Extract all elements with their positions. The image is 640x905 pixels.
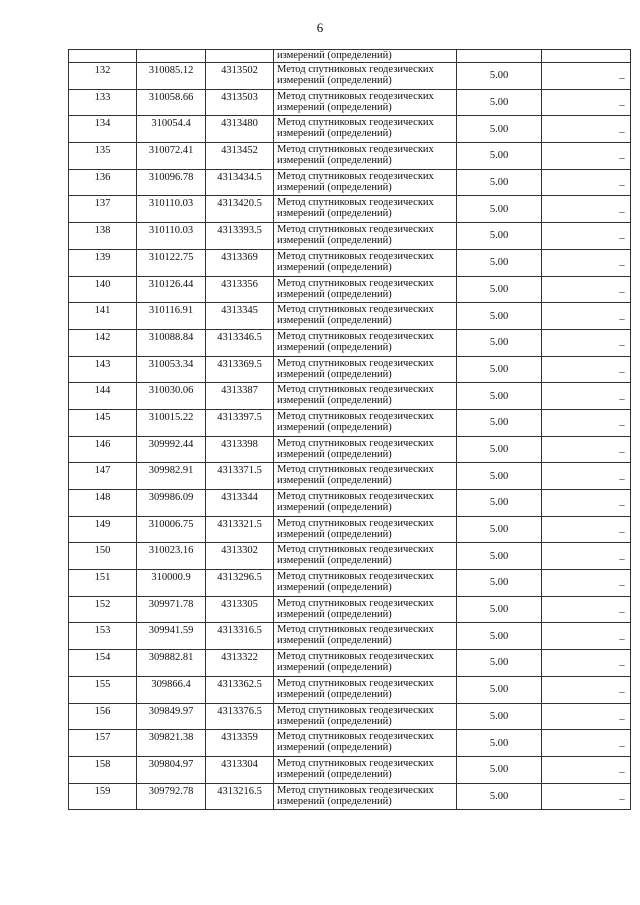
cell-method: Метод спутниковых геодезических измерений (определений) — [274, 543, 457, 570]
cell-x: 309849.97 — [137, 703, 206, 730]
cell-num: 149 — [69, 516, 137, 543]
cell-x: 309804.97 — [137, 756, 206, 783]
cell-method: Метод спутниковых геодезических измерений (определений) — [274, 383, 457, 410]
cell-x: 310122.75 — [137, 249, 206, 276]
cell-x: 309941.59 — [137, 623, 206, 650]
cell-y: 4313397.5 — [206, 409, 274, 436]
cell-x: 310006.75 — [137, 516, 206, 543]
cell-y: 4313503 — [206, 89, 274, 116]
cell-x: 309882.81 — [137, 650, 206, 677]
dash-mark: – — [619, 233, 625, 245]
cell-x: 310054.4 — [137, 116, 206, 143]
cell-accuracy: 5.00 — [457, 303, 542, 330]
cell-y: 4313480 — [206, 116, 274, 143]
cell-extra — [542, 676, 631, 703]
cell-x: 310096.78 — [137, 169, 206, 196]
cell-y: 4313296.5 — [206, 570, 274, 597]
cell-num: 132 — [69, 63, 137, 90]
cell-y: 4313369.5 — [206, 356, 274, 383]
cell-accuracy: 5.00 — [457, 356, 542, 383]
cell-num: 140 — [69, 276, 137, 303]
table-row — [69, 63, 631, 90]
cell-accuracy: 5.00 — [457, 63, 542, 90]
cell-num: 158 — [69, 756, 137, 783]
table-row — [69, 676, 631, 703]
table-row — [69, 730, 631, 757]
cell-method: Метод спутниковых геодезических измерений (определений) — [274, 276, 457, 303]
cell-x: 309986.09 — [137, 490, 206, 517]
cell-method: Метод спутниковых геодезических измерений (определений) — [274, 490, 457, 517]
cell-extra — [542, 596, 631, 623]
cell-accuracy: 5.00 — [457, 783, 542, 810]
table-row — [69, 409, 631, 436]
table-row — [69, 89, 631, 116]
dash-mark: – — [619, 767, 625, 779]
cell-accuracy: 5.00 — [457, 249, 542, 276]
cell-extra — [542, 303, 631, 330]
dash-mark: – — [619, 740, 625, 752]
cell-y: 4313322 — [206, 650, 274, 677]
cell-accuracy: 5.00 — [457, 169, 542, 196]
cell-accuracy: 5.00 — [457, 596, 542, 623]
cell-num: 139 — [69, 249, 137, 276]
cell-y: 4313420.5 — [206, 196, 274, 223]
dash-mark: – — [619, 607, 625, 619]
dash-mark: – — [619, 286, 625, 298]
table-row — [69, 329, 631, 356]
dash-mark: – — [619, 527, 625, 539]
cell-extra — [542, 516, 631, 543]
table-row — [69, 223, 631, 250]
cell-y: 4313304 — [206, 756, 274, 783]
cell-accuracy: 5.00 — [457, 570, 542, 597]
cell-num: 153 — [69, 623, 137, 650]
cell-x: 309971.78 — [137, 596, 206, 623]
cell-method: Метод спутниковых геодезических измерений (определений) — [274, 623, 457, 650]
cell-x: 310030.06 — [137, 383, 206, 410]
table-row — [69, 783, 631, 810]
cell-num: 155 — [69, 676, 137, 703]
dash-mark: – — [619, 473, 625, 485]
table-row — [69, 516, 631, 543]
cell-y: 4313371.5 — [206, 463, 274, 490]
dash-mark: – — [619, 313, 625, 325]
table-row — [69, 169, 631, 196]
dash-mark: – — [619, 366, 625, 378]
cell-method: Метод спутниковых геодезических измерений (определений) — [274, 196, 457, 223]
cell-num: 154 — [69, 650, 137, 677]
cell-extra — [542, 143, 631, 170]
cell-num: 143 — [69, 356, 137, 383]
dash-mark: – — [619, 713, 625, 725]
cell-accuracy: 5.00 — [457, 329, 542, 356]
cell-num: 148 — [69, 490, 137, 517]
cell-num: 138 — [69, 223, 137, 250]
dash-mark: – — [619, 100, 625, 112]
cell-x: 310085.12 — [137, 63, 206, 90]
cell-x: 310126.44 — [137, 276, 206, 303]
cell-y: 4313398 — [206, 436, 274, 463]
cell-method: Метод спутниковых геодезических измерений (определений) — [274, 463, 457, 490]
cell-extra — [542, 89, 631, 116]
dash-mark: – — [619, 420, 625, 432]
cell-x: 309992.44 — [137, 436, 206, 463]
cell-method: Метод спутниковых геодезических измерений (определений) — [274, 223, 457, 250]
cell-method: Метод спутниковых геодезических измерений (определений) — [274, 730, 457, 757]
cell-y: 4313502 — [206, 63, 274, 90]
cell-y: 4313345 — [206, 303, 274, 330]
cell-x: 310110.03 — [137, 223, 206, 250]
cell-num: 152 — [69, 596, 137, 623]
cell-num: 157 — [69, 730, 137, 757]
dash-mark: – — [619, 553, 625, 565]
cell-y: 4313376.5 — [206, 703, 274, 730]
cell-method: Метод спутниковых геодезических измерений (определений) — [274, 516, 457, 543]
table-row — [69, 356, 631, 383]
cell-extra — [542, 490, 631, 517]
cell-num: 136 — [69, 169, 137, 196]
dash-mark: – — [619, 206, 625, 218]
cell-accuracy: 5.00 — [457, 383, 542, 410]
cell-y: 4313346.5 — [206, 329, 274, 356]
table-row — [69, 650, 631, 677]
cell-extra — [542, 650, 631, 677]
cell-extra — [542, 463, 631, 490]
cell-extra — [542, 783, 631, 810]
cell-accuracy: 5.00 — [457, 223, 542, 250]
cell-num: 159 — [69, 783, 137, 810]
cell-num: 135 — [69, 143, 137, 170]
dash-mark: – — [619, 73, 625, 85]
cell-method: Метод спутниковых геодезических измерений (определений) — [274, 570, 457, 597]
cell-num: 144 — [69, 383, 137, 410]
cell-y: 4313387 — [206, 383, 274, 410]
cell-extra — [542, 730, 631, 757]
dash-mark: – — [619, 446, 625, 458]
cell-method: Метод спутниковых геодезических измерений (определений) — [274, 409, 457, 436]
cell-y: 4313452 — [206, 143, 274, 170]
cell-method: Метод спутниковых геодезических измерений (определений) — [274, 703, 457, 730]
dash-mark: – — [619, 793, 625, 805]
cell-accuracy: 5.00 — [457, 676, 542, 703]
cell-method: Метод спутниковых геодезических измерений (определений) — [274, 303, 457, 330]
table-row — [69, 303, 631, 330]
cell-y: 4313305 — [206, 596, 274, 623]
cell-method: измерений (определений) — [274, 50, 457, 63]
cell-num: 134 — [69, 116, 137, 143]
cell-accuracy: 5.00 — [457, 490, 542, 517]
continuation-row — [69, 50, 631, 63]
cell-x: 309866.4 — [137, 676, 206, 703]
table-row — [69, 543, 631, 570]
cell-x — [137, 50, 206, 63]
table-row — [69, 143, 631, 170]
cell-num: 145 — [69, 409, 137, 436]
dash-mark: – — [619, 393, 625, 405]
cell-y — [206, 50, 274, 63]
table-row — [69, 596, 631, 623]
cell-method: Метод спутниковых геодезических измерений (определений) — [274, 249, 457, 276]
cell-extra — [542, 276, 631, 303]
cell-y: 4313302 — [206, 543, 274, 570]
cell-x: 309982.91 — [137, 463, 206, 490]
table-row — [69, 116, 631, 143]
cell-accuracy: 5.00 — [457, 516, 542, 543]
cell-method: Метод спутниковых геодезических измерений (определений) — [274, 329, 457, 356]
cell-y: 4313216.5 — [206, 783, 274, 810]
table-row — [69, 196, 631, 223]
cell-y: 4313369 — [206, 249, 274, 276]
cell-accuracy: 5.00 — [457, 756, 542, 783]
coordinates-table — [68, 49, 631, 810]
cell-x: 310058.66 — [137, 89, 206, 116]
table-row — [69, 703, 631, 730]
cell-x: 310053.34 — [137, 356, 206, 383]
cell-num: 147 — [69, 463, 137, 490]
cell-extra — [542, 50, 631, 63]
cell-num: 156 — [69, 703, 137, 730]
cell-accuracy: 5.00 — [457, 436, 542, 463]
cell-x: 310088.84 — [137, 329, 206, 356]
cell-extra — [542, 169, 631, 196]
dash-mark: – — [619, 633, 625, 645]
cell-method: Метод спутниковых геодезических измерений (определений) — [274, 356, 457, 383]
dash-mark: – — [619, 660, 625, 672]
cell-num: 142 — [69, 329, 137, 356]
cell-accuracy: 5.00 — [457, 703, 542, 730]
page-number: 6 — [316, 20, 324, 35]
cell-num: 141 — [69, 303, 137, 330]
cell-extra — [542, 196, 631, 223]
cell-extra — [542, 116, 631, 143]
cell-num: 151 — [69, 570, 137, 597]
cell-x: 310015.22 — [137, 409, 206, 436]
cell-extra — [542, 249, 631, 276]
cell-method: Метод спутниковых геодезических измерений (определений) — [274, 756, 457, 783]
table-row — [69, 249, 631, 276]
cell-method: Метод спутниковых геодезических измерений (определений) — [274, 596, 457, 623]
cell-accuracy: 5.00 — [457, 116, 542, 143]
cell-accuracy: 5.00 — [457, 409, 542, 436]
cell-y: 4313321.5 — [206, 516, 274, 543]
cell-extra — [542, 543, 631, 570]
cell-accuracy: 5.00 — [457, 623, 542, 650]
dash-mark: – — [619, 180, 625, 192]
cell-method: Метод спутниковых геодезических измерений (определений) — [274, 63, 457, 90]
cell-method: Метод спутниковых геодезических измерений (определений) — [274, 116, 457, 143]
dash-mark: – — [619, 260, 625, 272]
coordinates-table-body — [69, 50, 631, 810]
cell-accuracy: 5.00 — [457, 463, 542, 490]
dash-mark: – — [619, 687, 625, 699]
cell-y: 4313434.5 — [206, 169, 274, 196]
cell-extra — [542, 703, 631, 730]
cell-accuracy: 5.00 — [457, 143, 542, 170]
cell-accuracy: 5.00 — [457, 543, 542, 570]
cell-extra — [542, 570, 631, 597]
table-row — [69, 570, 631, 597]
cell-accuracy: 5.00 — [457, 650, 542, 677]
cell-method: Метод спутниковых геодезических измерений (определений) — [274, 169, 457, 196]
table-row — [69, 623, 631, 650]
cell-extra — [542, 356, 631, 383]
table-row — [69, 383, 631, 410]
cell-method: Метод спутниковых геодезических измерений (определений) — [274, 650, 457, 677]
cell-accuracy — [457, 50, 542, 63]
cell-accuracy: 5.00 — [457, 196, 542, 223]
cell-extra — [542, 756, 631, 783]
cell-y: 4313359 — [206, 730, 274, 757]
dash-mark: – — [619, 340, 625, 352]
cell-accuracy: 5.00 — [457, 730, 542, 757]
cell-x: 309792.78 — [137, 783, 206, 810]
cell-method: Метод спутниковых геодезических измерений (определений) — [274, 143, 457, 170]
cell-y: 4313344 — [206, 490, 274, 517]
cell-method: Метод спутниковых геодезических измерений (определений) — [274, 676, 457, 703]
cell-extra — [542, 383, 631, 410]
cell-y: 4313316.5 — [206, 623, 274, 650]
cell-num: 137 — [69, 196, 137, 223]
cell-x: 310072.41 — [137, 143, 206, 170]
cell-x: 310023.16 — [137, 543, 206, 570]
cell-num: 146 — [69, 436, 137, 463]
dash-mark: – — [619, 126, 625, 138]
cell-extra — [542, 63, 631, 90]
table-row — [69, 490, 631, 517]
table-row — [69, 756, 631, 783]
cell-extra — [542, 409, 631, 436]
cell-x: 310000.9 — [137, 570, 206, 597]
cell-method: Метод спутниковых геодезических измерений (определений) — [274, 783, 457, 810]
cell-y: 4313362.5 — [206, 676, 274, 703]
table-row — [69, 276, 631, 303]
cell-accuracy: 5.00 — [457, 89, 542, 116]
cell-num: 150 — [69, 543, 137, 570]
dash-mark: – — [619, 580, 625, 592]
cell-method: Метод спутниковых геодезических измерений (определений) — [274, 436, 457, 463]
dash-mark: – — [619, 500, 625, 512]
cell-y: 4313393.5 — [206, 223, 274, 250]
cell-x: 310116.91 — [137, 303, 206, 330]
cell-x: 309821.38 — [137, 730, 206, 757]
cell-method: Метод спутниковых геодезических измерений (определений) — [274, 89, 457, 116]
cell-accuracy: 5.00 — [457, 276, 542, 303]
table-row — [69, 463, 631, 490]
cell-x: 310110.03 — [137, 196, 206, 223]
cell-extra — [542, 623, 631, 650]
cell-num: 133 — [69, 89, 137, 116]
dash-mark: – — [619, 153, 625, 165]
cell-extra — [542, 436, 631, 463]
cell-y: 4313356 — [206, 276, 274, 303]
table-row — [69, 436, 631, 463]
cell-num — [69, 50, 137, 63]
cell-extra — [542, 329, 631, 356]
cell-extra — [542, 223, 631, 250]
